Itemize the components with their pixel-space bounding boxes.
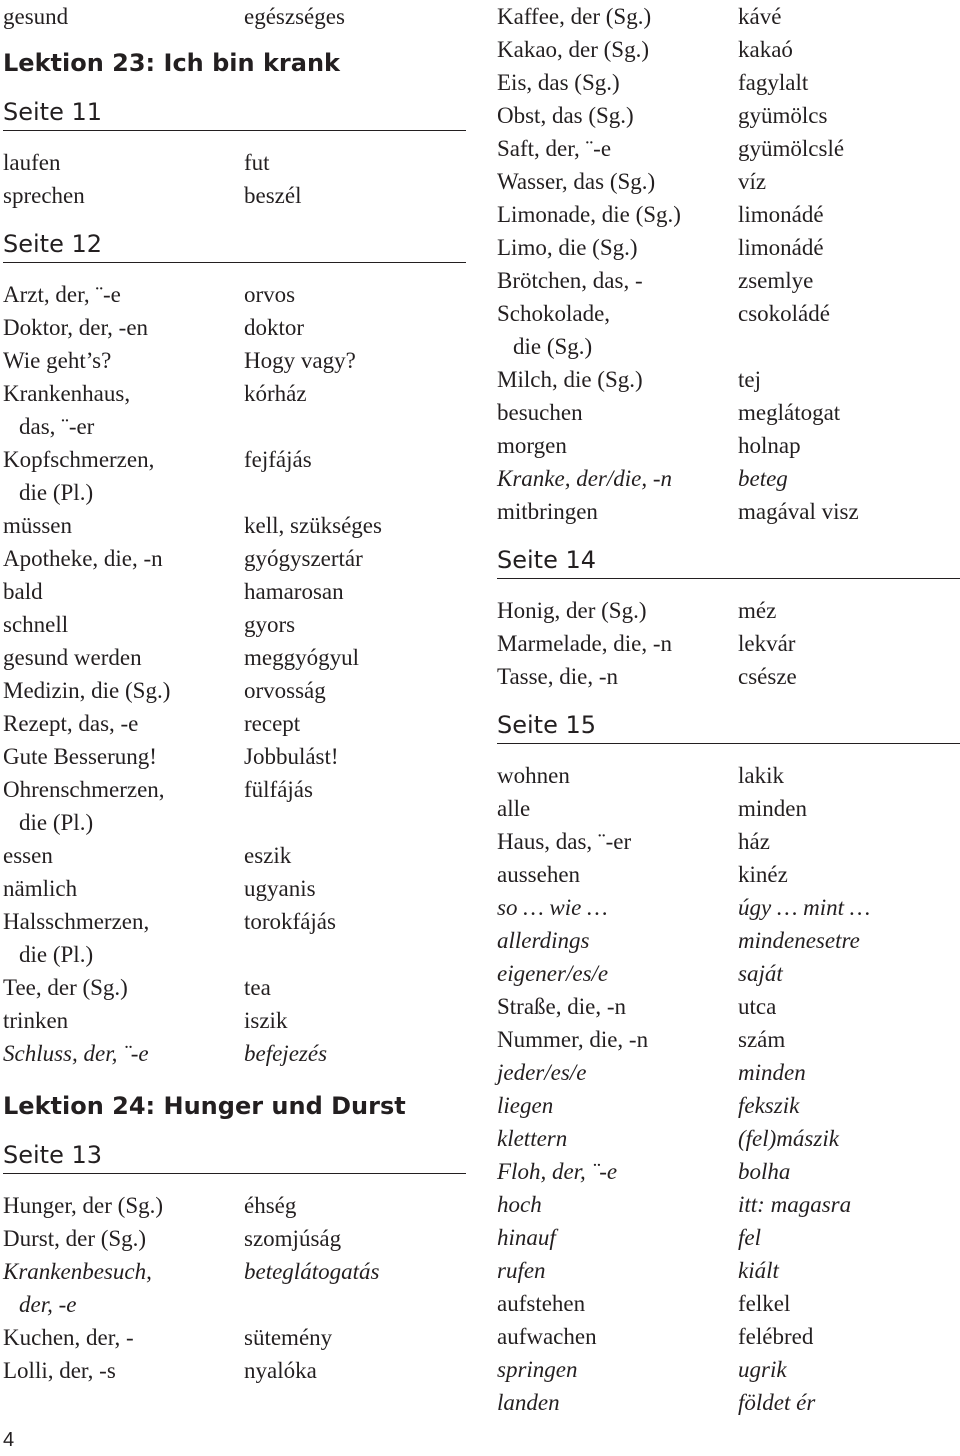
vocab-entry: [3, 674, 466, 707]
german-term: aussehen: [497, 862, 581, 887]
vocab-entry: [497, 1320, 960, 1353]
german-term: Lolli, der, -s: [3, 1358, 116, 1383]
hungarian-term: recept: [244, 711, 301, 736]
vocab-entry: [497, 990, 960, 1023]
german-term: Saft, der, ¨-e: [497, 136, 612, 161]
hungarian-term: itt: magasra: [738, 1192, 852, 1217]
hungarian-term: holnap: [738, 433, 801, 458]
vocab-entry: [3, 278, 466, 311]
vocab-entry: [497, 891, 960, 924]
hungarian-term: Hogy vagy?: [244, 348, 356, 373]
vocab-entry: [497, 594, 960, 627]
vocab-entry: [3, 344, 466, 377]
german-term: Kakao, der (Sg.): [497, 37, 650, 62]
vocab-entry: [3, 0, 466, 33]
vocab-list: [497, 759, 960, 1419]
hungarian-term: víz: [738, 169, 767, 194]
german-term: Gute Besserung!: [3, 744, 157, 769]
hungarian-term: lakik: [738, 763, 784, 788]
hungarian-term: meggyógyul: [244, 645, 359, 670]
german-term: Arzt, der, ¨-e: [3, 282, 121, 307]
hungarian-term: éhség: [244, 1193, 297, 1218]
vocab-entry: [497, 99, 960, 132]
hungarian-term: iszik: [244, 1008, 288, 1033]
vocab-entry: [497, 1056, 960, 1089]
left-column: [3, 0, 466, 1387]
vocab-entry: [497, 66, 960, 99]
hungarian-term: kell, szükséges: [244, 513, 382, 538]
hungarian-term: fagylalt: [738, 70, 809, 95]
german-term: Kopfschmerzen,: [3, 447, 155, 472]
vocab-entry: [3, 410, 466, 443]
vocab-entry: [497, 924, 960, 957]
vocab-entry: [3, 971, 466, 1004]
vocab-entry: [497, 1254, 960, 1287]
german-term: die (Pl.): [19, 942, 94, 967]
hungarian-term: gyümölcslé: [738, 136, 845, 161]
vocab-entry: [3, 1037, 466, 1070]
hungarian-term: (fel)mászik: [738, 1126, 839, 1151]
german-term: hoch: [497, 1192, 542, 1217]
hungarian-term: kinéz: [738, 862, 788, 887]
hungarian-term: nyalóka: [244, 1358, 317, 1383]
vocab-entry: [3, 377, 466, 410]
german-term: trinken: [3, 1008, 69, 1033]
german-term: Milch, die (Sg.): [497, 367, 643, 392]
hungarian-term: orvos: [244, 282, 296, 307]
german-term: alle: [497, 796, 531, 821]
german-term: laufen: [3, 150, 61, 175]
hungarian-term: magával visz: [738, 499, 859, 524]
german-term: das, ¨-er: [19, 414, 95, 439]
vocab-entry: [497, 198, 960, 231]
vocab-entry: [3, 905, 466, 938]
hungarian-term: felébred: [738, 1324, 814, 1349]
german-term: Limo, die (Sg.): [497, 235, 638, 260]
hungarian-term: meglátogat: [738, 400, 841, 425]
german-term: sprechen: [3, 183, 85, 208]
german-term: bald: [3, 579, 43, 604]
german-term: aufwachen: [497, 1324, 597, 1349]
vocab-entry: [497, 1221, 960, 1254]
hungarian-term: kávé: [738, 4, 782, 29]
hungarian-term: eszik: [244, 843, 292, 868]
german-term: landen: [497, 1390, 560, 1415]
vocab-entry: [3, 1321, 466, 1354]
hungarian-term: doktor: [244, 315, 305, 340]
hungarian-term: utca: [738, 994, 777, 1019]
vocab-entry: [497, 1353, 960, 1386]
german-term: besuchen: [497, 400, 583, 425]
section-heading: Seite 11: [3, 94, 466, 131]
hungarian-term: orvosság: [244, 678, 326, 703]
hungarian-term: fel: [738, 1225, 761, 1250]
hungarian-term: méz: [738, 598, 777, 623]
vocab-entry: [497, 396, 960, 429]
vocab-entry: [497, 330, 960, 363]
hungarian-term: hamarosan: [244, 579, 344, 604]
section-heading: Seite 12: [3, 226, 466, 263]
vocab-entry: [3, 443, 466, 476]
hungarian-term: ugyanis: [244, 876, 316, 901]
vocab-entry: [497, 1188, 960, 1221]
vocab-entry: [497, 429, 960, 462]
german-term: springen: [497, 1357, 578, 1382]
german-term: eigener/es/e: [497, 961, 609, 986]
german-term: Eis, das (Sg.): [497, 70, 620, 95]
german-term: aufstehen: [497, 1291, 586, 1316]
german-term: Honig, der (Sg.): [497, 598, 647, 623]
vocab-entry: [3, 542, 466, 575]
vocab-entry: [497, 165, 960, 198]
german-term: jeder/es/e: [497, 1060, 587, 1085]
german-term: Obst, das (Sg.): [497, 103, 634, 128]
german-term: Straße, die, -n: [497, 994, 627, 1019]
hungarian-term: szám: [738, 1027, 786, 1052]
hungarian-term: befejezés: [244, 1041, 328, 1066]
german-term: die (Pl.): [19, 480, 94, 505]
german-term: Haus, das, ¨-er: [497, 829, 632, 854]
vocab-entry: [497, 0, 960, 33]
vocab-entry: [497, 363, 960, 396]
hungarian-term: tej: [738, 367, 761, 392]
hungarian-term: ugrik: [738, 1357, 787, 1382]
german-term: Kranke, der/die, -n: [497, 466, 673, 491]
vocab-entry: [3, 1354, 466, 1387]
vocab-entry: [3, 179, 466, 212]
german-term: Nummer, die, -n: [497, 1027, 649, 1052]
german-term: klettern: [497, 1126, 568, 1151]
hungarian-term: kiált: [738, 1258, 779, 1283]
german-term: Tasse, die, -n: [497, 664, 619, 689]
german-term: Limonade, die (Sg.): [497, 202, 681, 227]
german-term: Schokolade,: [497, 301, 611, 326]
hungarian-term: bolha: [738, 1159, 791, 1184]
german-term: gesund: [3, 4, 69, 29]
german-term: Krankenhaus,: [3, 381, 131, 406]
vocab-entry: [3, 872, 466, 905]
vocab-entry: [3, 509, 466, 542]
hungarian-term: minden: [738, 1060, 806, 1085]
vocab-entry: [497, 957, 960, 990]
vocab-entry: [3, 1255, 466, 1288]
hungarian-term: kakaó: [738, 37, 793, 62]
lesson-heading: Lektion 23: Ich bin krank: [3, 49, 340, 77]
vocab-entry: [497, 1386, 960, 1419]
page-number: 4: [3, 1429, 15, 1451]
vocab-entry: [3, 1004, 466, 1037]
vocab-entry: [3, 1288, 466, 1321]
german-term: morgen: [497, 433, 567, 458]
german-term: Wasser, das (Sg.): [497, 169, 656, 194]
hungarian-term: tea: [244, 975, 271, 1000]
german-term: die (Pl.): [19, 810, 94, 835]
hungarian-term: fekszik: [738, 1093, 800, 1118]
german-term: Kuchen, der, -: [3, 1325, 134, 1350]
vocab-entry: [497, 759, 960, 792]
vocab-entry: [497, 1287, 960, 1320]
hungarian-term: limonádé: [738, 235, 824, 260]
vocab-list: [3, 278, 466, 1070]
vocab-entry: [497, 627, 960, 660]
german-term: hinauf: [497, 1225, 556, 1250]
german-term: Krankenbesuch,: [3, 1259, 152, 1284]
hungarian-term: fülfájás: [244, 777, 313, 802]
german-term: schnell: [3, 612, 69, 637]
german-term: Wie geht’s?: [3, 348, 112, 373]
german-term: essen: [3, 843, 53, 868]
hungarian-term: fut: [244, 150, 270, 175]
hungarian-term: zsemlye: [738, 268, 814, 293]
hungarian-term: kórház: [244, 381, 307, 406]
vocab-entry: [3, 608, 466, 641]
german-term: Brötchen, das, -: [497, 268, 643, 293]
vocab-entry: [3, 806, 466, 839]
hungarian-term: felkel: [738, 1291, 791, 1316]
vocab-list: [3, 146, 466, 212]
vocab-entry: [497, 264, 960, 297]
vocab-entry: [3, 575, 466, 608]
german-term: die (Sg.): [513, 334, 593, 359]
german-term: Halsschmerzen,: [3, 909, 150, 934]
german-term: rufen: [497, 1258, 546, 1283]
german-term: Kaffee, der (Sg.): [497, 4, 652, 29]
german-term: müssen: [3, 513, 72, 538]
hungarian-term: gyógyszertár: [244, 546, 363, 571]
german-term: Tee, der (Sg.): [3, 975, 128, 1000]
german-term: gesund werden: [3, 645, 142, 670]
hungarian-term: csésze: [738, 664, 797, 689]
vocab-entry: [497, 1023, 960, 1056]
vocab-entry: [3, 938, 466, 971]
hungarian-term: minden: [738, 796, 807, 821]
vocab-entry: [3, 707, 466, 740]
german-term: wohnen: [497, 763, 570, 788]
german-term: allerdings: [497, 928, 590, 953]
hungarian-term: gyümölcs: [738, 103, 828, 128]
hungarian-term: beteglátogatás: [244, 1259, 380, 1284]
vocab-entry: [3, 1189, 466, 1222]
hungarian-term: torokfájás: [244, 909, 336, 934]
hungarian-term: Jobbulást!: [244, 744, 339, 769]
vocab-entry: [497, 825, 960, 858]
hungarian-term: saját: [738, 961, 783, 986]
vocab-entry: [497, 33, 960, 66]
vocab-entry: [3, 740, 466, 773]
hungarian-term: limonádé: [738, 202, 824, 227]
german-term: mitbringen: [497, 499, 598, 524]
vocab-entry: [497, 231, 960, 264]
vocab-entry: [3, 311, 466, 344]
german-term: Floh, der, ¨-e: [497, 1159, 618, 1184]
vocab-entry: [497, 1155, 960, 1188]
vocab-entry: [497, 297, 960, 330]
hungarian-term: csokoládé: [738, 301, 830, 326]
vocab-entry: [497, 1122, 960, 1155]
german-term: Marmelade, die, -n: [497, 631, 672, 656]
vocab-entry: [497, 792, 960, 825]
german-term: Apotheke, die, -n: [3, 546, 163, 571]
hungarian-term: egészséges: [244, 4, 345, 29]
german-term: Schluss, der, ¨-e: [3, 1041, 149, 1066]
vocab-entry: [497, 495, 960, 528]
hungarian-term: gyors: [244, 612, 296, 637]
vocab-entry: [497, 132, 960, 165]
vocab-entry: [497, 660, 960, 693]
german-term: Doktor, der, -en: [3, 315, 149, 340]
vocab-entry: [3, 641, 466, 674]
vocab-entry: [3, 1222, 466, 1255]
hungarian-term: úgy … mint …: [738, 895, 871, 920]
german-term: Ohrenschmerzen,: [3, 777, 165, 802]
right-column: [497, 0, 960, 1419]
german-term: nämlich: [3, 876, 78, 901]
hungarian-term: beszél: [244, 183, 302, 208]
vocab-entry: [3, 773, 466, 806]
section-heading: Seite 14: [497, 542, 960, 579]
vocab-entry: [497, 462, 960, 495]
hungarian-term: beteg: [738, 466, 788, 491]
german-term: Rezept, das, -e: [3, 711, 139, 736]
vocab-entry: [3, 476, 466, 509]
hungarian-term: földet ér: [738, 1390, 816, 1415]
vocab-entry: [497, 1089, 960, 1122]
vocab-list: [3, 1189, 466, 1387]
hungarian-term: sütemény: [244, 1325, 333, 1350]
german-term: liegen: [497, 1093, 554, 1118]
lesson-heading: Lektion 24: Hunger und Durst: [3, 1092, 406, 1120]
hungarian-term: lekvár: [738, 631, 796, 656]
hungarian-term: ház: [738, 829, 770, 854]
german-term: Hunger, der (Sg.): [3, 1193, 164, 1218]
german-term: Medizin, die (Sg.): [3, 678, 171, 703]
vocab-list: [497, 0, 960, 528]
vocab-entry: [3, 839, 466, 872]
section-heading: Seite 13: [3, 1137, 466, 1174]
vocab-list: [497, 594, 960, 693]
vocab-entry: [3, 146, 466, 179]
german-term: der, -e: [19, 1292, 77, 1317]
hungarian-term: fejfájás: [244, 447, 312, 472]
hungarian-term: szomjúság: [244, 1226, 342, 1251]
vocab-entry: [497, 858, 960, 891]
section-heading: Seite 15: [497, 707, 960, 744]
hungarian-term: mindenesetre: [738, 928, 860, 953]
german-term: Durst, der (Sg.): [3, 1226, 147, 1251]
german-term: so … wie …: [497, 895, 608, 920]
